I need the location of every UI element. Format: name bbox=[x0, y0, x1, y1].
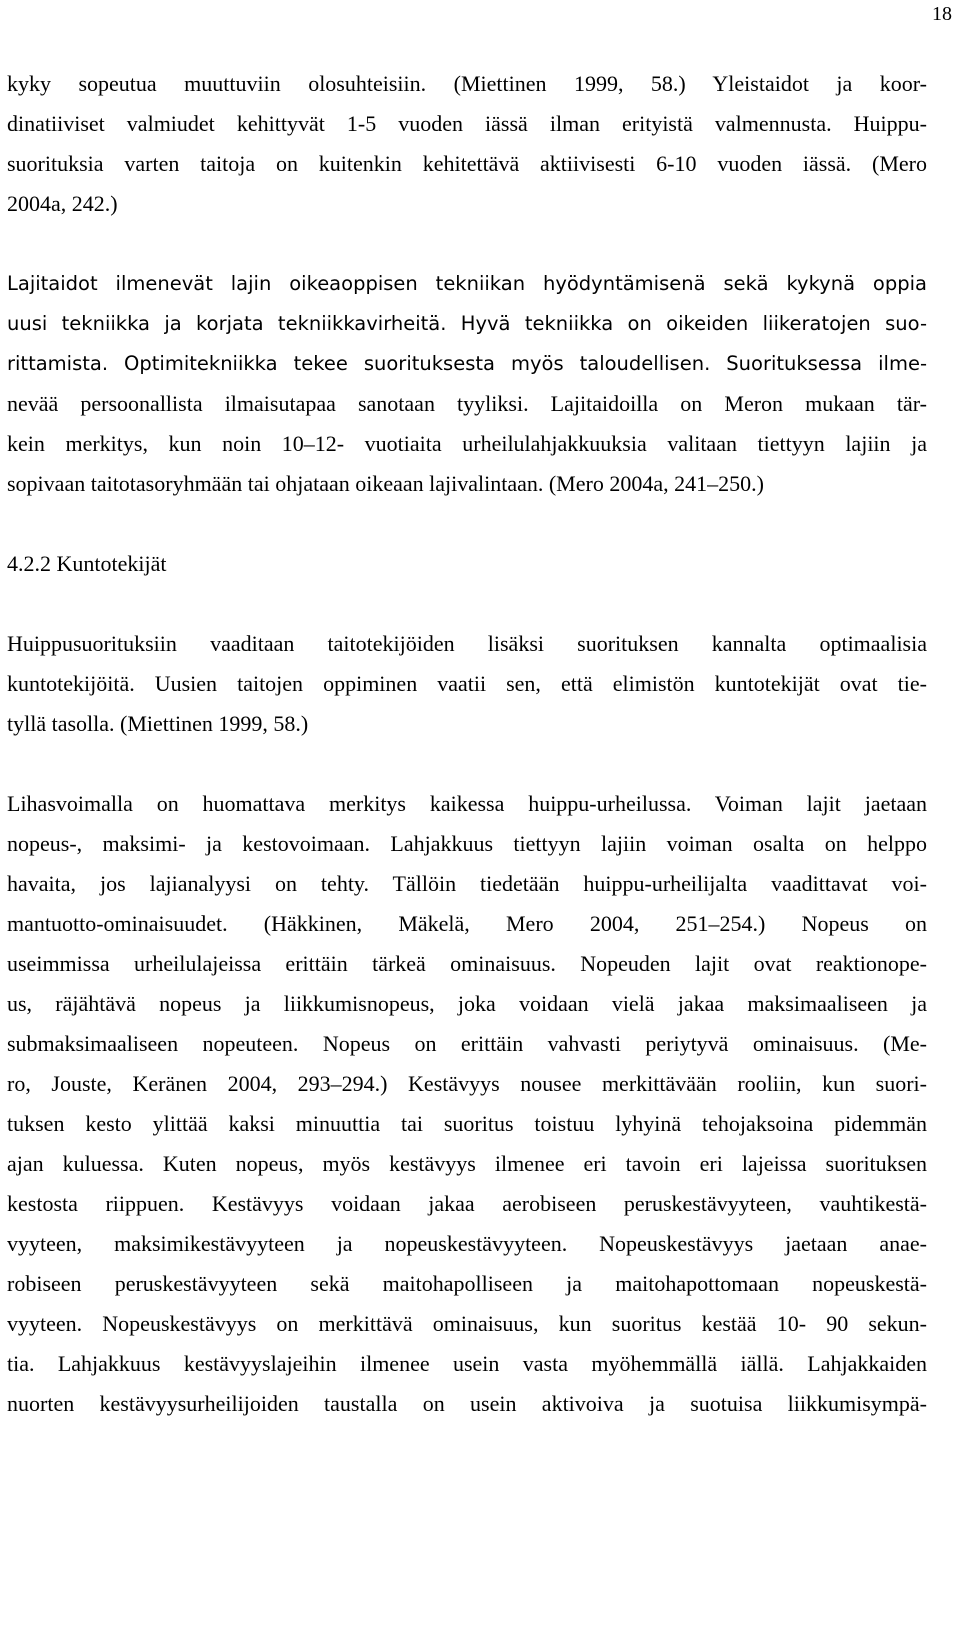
text-line: vyyteen. Nopeuskestävyys on merkittävä ominaisuus, kun suoritus kestää 10- 90 sekun- bbox=[7, 1311, 927, 1336]
paragraph-gap bbox=[7, 224, 927, 264]
text-line: rittamista. Optimitekniikka tekee suorituksesta myös taloudellisen. Suorituksessa ilme- bbox=[7, 352, 927, 375]
section-heading: 4.2.2 Kuntotekijät bbox=[7, 551, 167, 576]
text-line: Huippusuorituksiin vaaditaan taitotekijöiden lisäksi suorituksen kannalta optimaalisia bbox=[7, 631, 927, 656]
paragraph-skills-general bbox=[7, 64, 927, 224]
paragraph-gap bbox=[7, 744, 927, 784]
text-line: ro, Jouste, Keränen 2004, 293–294.) Kestävyys nousee merkittävään rooliin, kun suori- bbox=[7, 1071, 927, 1096]
text-line: sopivaan taitotasoryhmään tai ohjataan oikeaan lajivalintaan. (Mero 2004a, 241–250.) bbox=[7, 471, 764, 496]
text-line: uusi tekniikka ja korjata tekniikkavirheitä. Hyvä tekniikka on oikeiden liikeratojen suo- bbox=[7, 312, 927, 335]
text-line: 2004a, 242.) bbox=[7, 191, 118, 216]
text-line: havaita, jos lajianalyysi on tehty. Tällöin tiedetään huippu-urheilijalta vaadittavat voi- bbox=[7, 871, 927, 896]
text-line: mantuotto-ominaisuudet. (Häkkinen, Mäkelä, Mero 2004, 251–254.) Nopeus on bbox=[7, 911, 927, 936]
text-line: suorituksia varten taitoja on kuitenkin kehitettävä aktiivisesti 6-10 vuoden iässä. (Mero bbox=[7, 151, 927, 176]
paragraph-gap bbox=[7, 584, 927, 624]
text-line: Lihasvoimalla on huomattava merkitys kaikessa huippu-urheilussa. Voiman lajit jaetaan bbox=[7, 791, 927, 816]
page-number: 18 bbox=[932, 3, 952, 25]
text-line: tia. Lahjakkuus kestävyyslajeihin ilmenee usein vasta myöhemmällä iällä. Lahjakkaiden bbox=[7, 1351, 927, 1376]
text-line: Lajitaidot ilmenevät lajin oikeaoppisen tekniikan hyödyntämisenä sekä kykynä oppia bbox=[7, 272, 927, 295]
text-line: ajan kuluessa. Kuten nopeus, myös kestävyys ilmenee eri tavoin eri lajeissa suorituksen bbox=[7, 1151, 927, 1176]
text-line: tuksen kesto ylittää kaksi minuuttia tai suoritus toistuu lyhyinä tehojaksoina pidemmän bbox=[7, 1111, 927, 1136]
text-line: dinatiiviset valmiudet kehittyvät 1-5 vuoden iässä ilman erityistä valmennusta. Huippu- bbox=[7, 111, 927, 136]
text-line: useimmissa urheilulajeissa erittäin tärkeä ominaisuus. Nopeuden lajit ovat reaktionope- bbox=[7, 951, 927, 976]
text-line: kuntotekijöitä. Uusien taitojen oppiminen vaatii sen, että elimistön kuntotekijät ovat tie- bbox=[7, 671, 927, 696]
text-line: kyky sopeutua muuttuviin olosuhteisiin. (Miettinen 1999, 58.) Yleistaidot ja koor- bbox=[7, 71, 927, 96]
text-line: robiseen peruskestävyyteen sekä maitohapolliseen ja maitohapottomaan nopeuskestä- bbox=[7, 1271, 927, 1296]
paragraph-strength-speed-endurance bbox=[7, 784, 927, 1424]
text-line: tyllä tasolla. (Miettinen 1999, 58.) bbox=[7, 711, 309, 736]
paragraph-fitness-intro bbox=[7, 624, 927, 744]
paragraph-gap bbox=[7, 504, 927, 544]
text-line: nuorten kestävyysurheilijoiden taustalla on usein aktivoiva ja suotuisa liikkumisympä- bbox=[7, 1391, 927, 1416]
text-line: us, räjähtävä nopeus ja liikkumisnopeus, joka voidaan vielä jakaa maksimaaliseen ja bbox=[7, 991, 927, 1016]
document-body bbox=[7, 64, 927, 1424]
paragraph-sport-skills bbox=[7, 264, 927, 504]
text-line: kestosta riippuen. Kestävyys voidaan jakaa aerobiseen peruskestävyyteen, vauhtikestä- bbox=[7, 1191, 927, 1216]
text-line: nevää persoonallista ilmaisutapaa sanotaan tyyliksi. Lajitaidoilla on Meron mukaan tär- bbox=[7, 391, 927, 416]
text-line: kein merkitys, kun noin 10–12- vuotiaita urheilulahjakkuuksia valitaan tiettyyn lajiin ja bbox=[7, 431, 927, 456]
text-line: nopeus-, maksimi- ja kestovoimaan. Lahjakkuus tiettyyn lajiin voiman osalta on helppo bbox=[7, 831, 927, 856]
text-line: vyyteen, maksimikestävyyteen ja nopeuskestävyyteen. Nopeuskestävyys jaetaan anae- bbox=[7, 1231, 927, 1256]
text-line: submaksimaaliseen nopeuteen. Nopeus on erittäin vahvasti periytyvä ominaisuus. (Me- bbox=[7, 1031, 927, 1056]
